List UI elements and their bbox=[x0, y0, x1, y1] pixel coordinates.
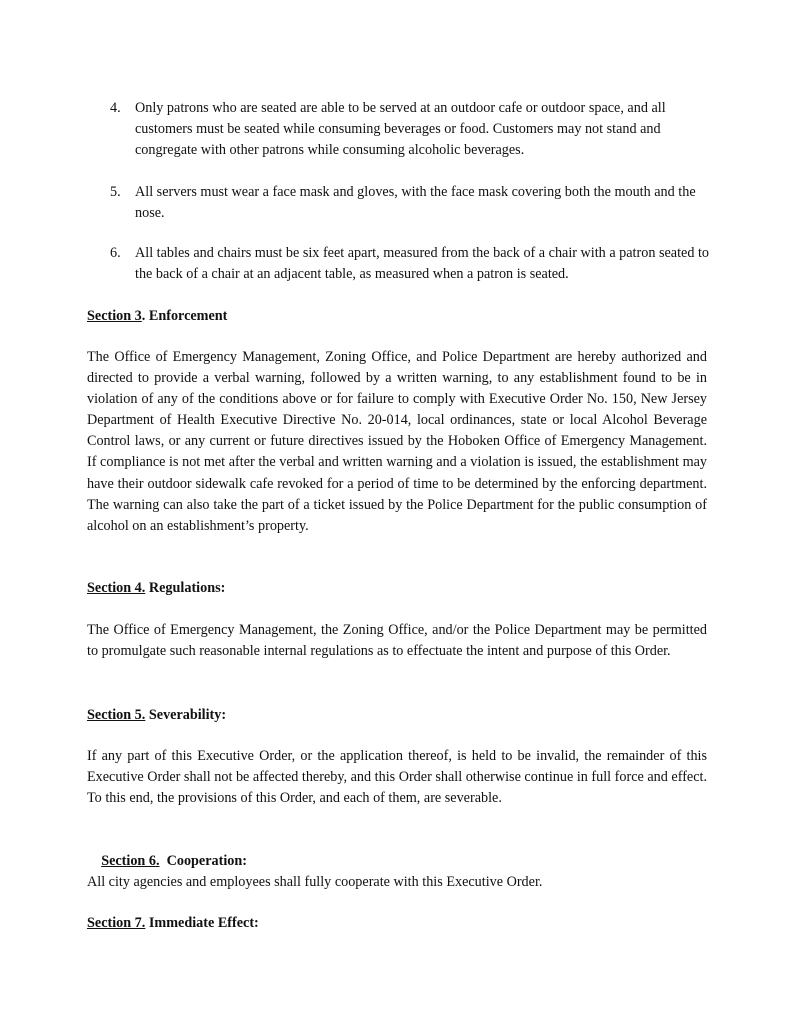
section-label: Section 4. bbox=[87, 580, 146, 596]
section-5-body: If any part of this Executive Order, or the application thereof, is held to be invalid, the remainder of this Executive Order shall not be affected thereby, and this Order shall otherwise continue in full force and effect. To this end, the provisions of this Order, and each of them, are severable. bbox=[87, 748, 707, 807]
section-6-body: All city agencies and employees shall fully cooperate with this Executive Order. bbox=[87, 874, 543, 890]
list-item-4 bbox=[110, 98, 710, 161]
section-label: Section 5. bbox=[87, 707, 146, 723]
section-title: . Enforcement bbox=[141, 308, 228, 324]
section-title: Regulations: bbox=[145, 580, 226, 596]
section-label: Section 7. bbox=[87, 915, 146, 931]
list-item-number: 5. bbox=[110, 184, 121, 200]
list-item-text: All tables and chairs must be six feet apart, measured from the back of a chair with a patron seated to the back of a chair at an adjacent table, as measured when a patron is seated. bbox=[135, 245, 709, 282]
section-title: Severability: bbox=[145, 707, 227, 723]
list-item-text: All servers must wear a face mask and gloves, with the face mask covering both the mouth and the nose. bbox=[135, 184, 696, 221]
section-4-heading bbox=[87, 578, 225, 599]
section-4-body: The Office of Emergency Management, the Zoning Office, and/or the Police Department may be permitted to promulgate such reasonable internal regulations as to effectuate the intent and purpose of this Order. bbox=[87, 622, 707, 660]
section-label: Section 3 bbox=[87, 308, 142, 324]
list-item-6 bbox=[110, 243, 710, 285]
section-label: Section 6. bbox=[101, 853, 160, 869]
list-item-5 bbox=[110, 182, 710, 224]
list-item-number: 4. bbox=[110, 100, 121, 116]
section-title: Cooperation: bbox=[159, 853, 247, 869]
section-3-heading bbox=[87, 306, 227, 327]
list-item-number: 6. bbox=[110, 245, 121, 261]
section-3-body: The Office of Emergency Management, Zoning Office, and Police Department are hereby authorized and directed to provide a verbal warning, followed by a written warning, to any establishment found to be in violation of any of the conditions above or for failure to comply with Executive Order No. 150, New Jersey Department of Health Executive Directive No. 20-014, local ordinances, state or local Alcohol Beverage Control laws, or any current or future directives issued by the Hoboken Office of Emergency Management. If compliance is not met after the verbal and written warning and a violation is issued, the establishment may have their outdoor sidewalk cafe revoked for a period of time to be determined by the enforcing department. The warning can also take the part of a ticket issued by the Police Department for the public consumption of alcohol on an establishment’s property. bbox=[87, 349, 707, 534]
section-title: Immediate Effect: bbox=[145, 915, 259, 931]
section-5-heading bbox=[87, 705, 226, 726]
list-item-text: Only patrons who are seated are able to be served at an outdoor cafe or outdoor space, and all customers must be seated while consuming beverages or food. Customers may not stand and congregate with other patrons while consuming alcoholic beverages. bbox=[135, 100, 666, 158]
section-7-heading bbox=[87, 913, 259, 934]
